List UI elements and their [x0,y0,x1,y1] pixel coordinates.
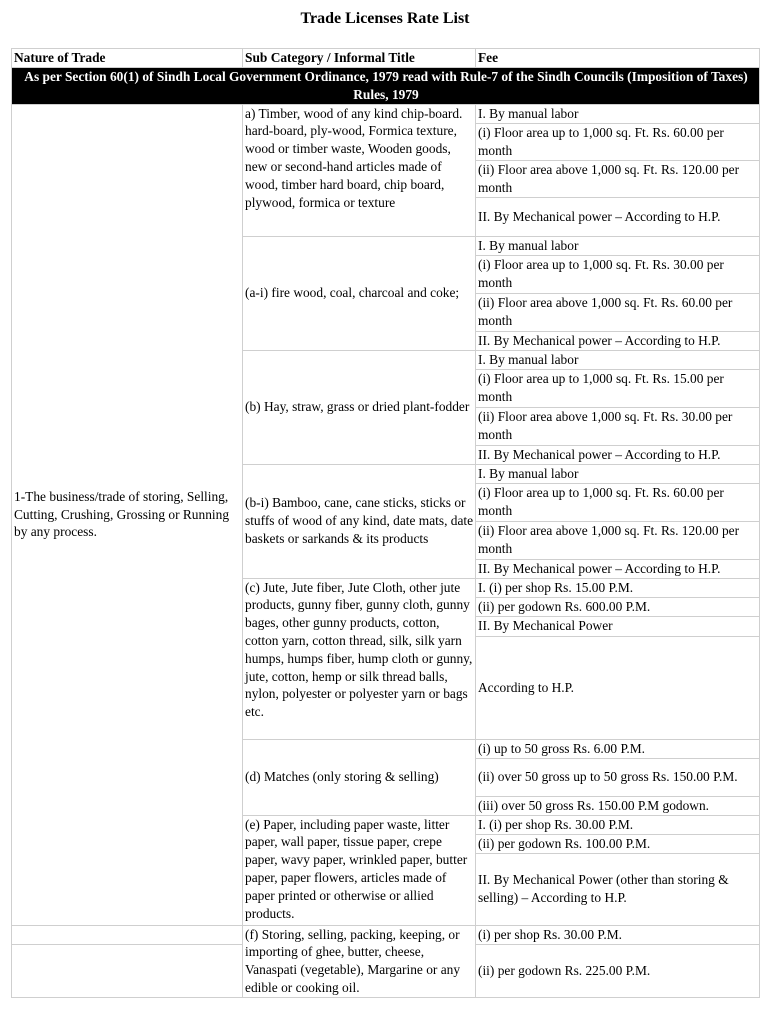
fee-cell: (i) Floor area up to 1,000 sq. Ft. Rs. 15.00 per month [476,369,760,407]
nature-of-trade-continued [12,944,243,997]
fee-cell: II. By Mechanical power – According to H.P. [476,331,760,350]
fee-cell: (ii) Floor area above 1,000 sq. Ft. Rs. 60.00 per month [476,293,760,331]
section-banner: As per Section 60(1) of Sindh Local Government Ordinance, 1979 read with Rule-7 of the Sindh Councils (Imposition of Taxes) Rules, 1979 [12,68,760,105]
rate-table [11,48,760,998]
nature-of-trade-continued [12,925,243,944]
fee-cell: I. By manual labor [476,464,760,483]
table-row [12,925,760,944]
nature-of-trade: 1-The business/trade of storing, Selling, Cutting, Crushing, Grossing or Running by any process. [12,104,243,925]
fee-cell: II. By Mechanical power – According to H.P. [476,445,760,464]
fee-cell: (i) Floor area up to 1,000 sq. Ft. Rs. 60.00 per month [476,483,760,521]
header-nature: Nature of Trade [12,49,243,68]
subcategory-cell: (e) Paper, including paper waste, litter paper, wall paper, tissue paper, crepe paper, wavy paper, wrinkled paper, butter paper, paper flowers, articles made of paper printed or otherwise or allied products. [243,815,476,925]
fee-cell: According to H.P. [476,636,760,739]
header-fee: Fee [476,49,760,68]
subcategory-cell: (c) Jute, Jute fiber, Jute Cloth, other jute products, gunny fiber, gunny cloth, gunny bages, other gunny products, cotton, cotton yarn, cotton thread, silk, silk yarn humps, humps fiber, hump cloth or gunny, jute, cotton, hemp or silk thread balls, nylon, polyester or polyester yarn or bags etc. [243,578,476,739]
fee-cell: II. By Mechanical power – According to H.P. [476,559,760,578]
subcategory-cell: (a-i) fire wood, coal, charcoal and coke; [243,236,476,350]
subcategory-cell: (d) Matches (only storing & selling) [243,739,476,815]
fee-cell: (iii) over 50 gross Rs. 150.00 P.M godown. [476,796,760,815]
fee-cell: (ii) over 50 gross up to 50 gross Rs. 150.00 P.M. [476,758,760,796]
fee-cell: (i) Floor area up to 1,000 sq. Ft. Rs. 30.00 per month [476,255,760,293]
fee-cell: I. By manual labor [476,350,760,369]
fee-cell: (ii) per godown Rs. 600.00 P.M. [476,597,760,616]
header-subcategory: Sub Category / Informal Title [243,49,476,68]
fee-cell: I. (i) per shop Rs. 30.00 P.M. [476,815,760,834]
subcategory-cell: (b) Hay, straw, grass or dried plant-fodder [243,350,476,464]
subcategory-cell: a) Timber, wood of any kind chip-board. hard-board, ply-wood, Formica texture, wood or timber waste, Wooden goods, new or second-hand articles made of wood, timber hard board, chip board, plywood, formica or texture [243,104,476,236]
fee-cell: I. By manual labor [476,236,760,255]
fee-cell: II. By Mechanical power – According to H.P. [476,197,760,236]
fee-cell: (ii) per godown Rs. 225.00 P.M. [476,944,760,997]
fee-cell: (ii) Floor area above 1,000 sq. Ft. Rs. 120.00 per month [476,521,760,559]
header-row [12,49,760,68]
fee-cell: (ii) per godown Rs. 100.00 P.M. [476,834,760,853]
fee-cell: (ii) Floor area above 1,000 sq. Ft. Rs. 120.00 per month [476,160,760,197]
subcategory-cell: (f) Storing, selling, packing, keeping, or importing of ghee, butter, cheese, Vanaspati (vegetable), Margarine or any edible or cooking oil. [243,925,476,997]
fee-cell: I. By manual labor [476,104,760,123]
table-row [12,104,760,123]
fee-cell: (i) per shop Rs. 30.00 P.M. [476,925,760,944]
fee-cell: II. By Mechanical Power (other than storing & selling) – According to H.P. [476,853,760,925]
page-title: Trade Licenses Rate List [300,10,470,27]
fee-cell: II. By Mechanical Power [476,616,760,636]
fee-cell: (i) up to 50 gross Rs. 6.00 P.M. [476,739,760,758]
fee-cell: (i) Floor area up to 1,000 sq. Ft. Rs. 60.00 per month [476,123,760,160]
banner-row [12,68,760,105]
fee-cell: I. (i) per shop Rs. 15.00 P.M. [476,578,760,597]
subcategory-cell: (b-i) Bamboo, cane, cane sticks, sticks or stuffs of wood of any kind, date mats, date baskets or sarkands & its products [243,464,476,578]
fee-cell: (ii) Floor area above 1,000 sq. Ft. Rs. 30.00 per month [476,407,760,445]
